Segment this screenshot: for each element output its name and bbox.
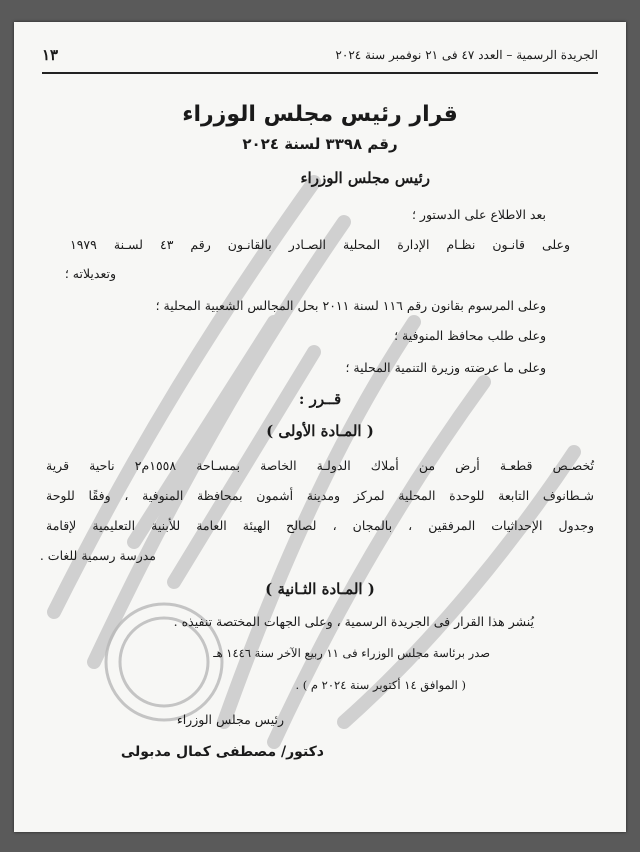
- article-1-line-1: تُخصـص قطعـة أرض من أملاك الدولـة الخاصة بمسـاحة ١٥٥٨م٢ ناحية قرية: [46, 458, 594, 473]
- corresponding-date-line: ( الموافق ١٤ أكتوبر سنة ٢٠٢٤ م ) .: [295, 678, 466, 692]
- gazette-issue-line: الجريدة الرسمية – العدد ٤٧ فى ٢١ نوفمبر سنة ٢٠٢٤: [335, 48, 598, 62]
- decree-number: رقم ٣٣٩٨ لسنة ٢٠٢٤: [242, 135, 398, 153]
- preamble-line-3: وتعديلاته ؛: [64, 266, 116, 281]
- signer-name: دكتور/ مصطفى كمال مدبولى: [120, 744, 324, 760]
- decided-heading: قــرر :: [298, 390, 342, 408]
- preamble-line-1: بعد الاطلاع على الدستور ؛: [411, 207, 546, 222]
- issued-line: صدر برئاسة مجلس الوزراء فى ١١ ربيع الآخر سنة ١٤٤٦ هـ: [213, 646, 490, 660]
- signer-title: رئيس مجلس الوزراء: [176, 712, 284, 727]
- article-1-heading: ( المـادة الأولى ): [266, 422, 374, 440]
- preamble-line-4: وعلى المرسوم بقانون رقم ١١٦ لسنة ٢٠١١ بحل المجالس الشعبية المحلية ؛: [155, 298, 546, 313]
- gazette-page: [14, 22, 626, 832]
- article-1-line-3: وجدول الإحداثيات المرفقين ، بالمجان ، لصالح الهيئة العامة للأبنية التعليمية لإقامة: [46, 518, 594, 533]
- header-rule: [42, 72, 598, 74]
- page-number: ١٣: [42, 46, 59, 64]
- article-2-heading: ( المـادة الثـانية ): [265, 580, 375, 598]
- article-1-line-2: شـطانوف التابعة للوحدة المحلية لمركز ومدينة أشمون بمحافظة المنوفية ، وفقًا للوحة: [46, 488, 594, 503]
- article-1-line-4: مدرسة رسمية للغات .: [39, 548, 156, 563]
- issuer-heading: رئيس مجلس الوزراء: [300, 169, 430, 187]
- decree-title: قرار رئيس مجلس الوزراء: [182, 102, 458, 127]
- article-2-text: يُنشر هذا القرار فى الجريدة الرسمية ، وعلى الجهات المختصة تنفيذه .: [173, 614, 534, 629]
- preamble-line-5: وعلى طلب محافظ المنوفية ؛: [394, 328, 546, 343]
- preamble-line-2: وعلى قانـون نظـام الإدارة المحلية الصـادر بالقانـون رقم ٤٣ لسـنة ١٩٧٩: [70, 237, 571, 252]
- running-header: [42, 46, 598, 64]
- preamble-line-6: وعلى ما عرضته وزيرة التنمية المحلية ؛: [345, 360, 546, 375]
